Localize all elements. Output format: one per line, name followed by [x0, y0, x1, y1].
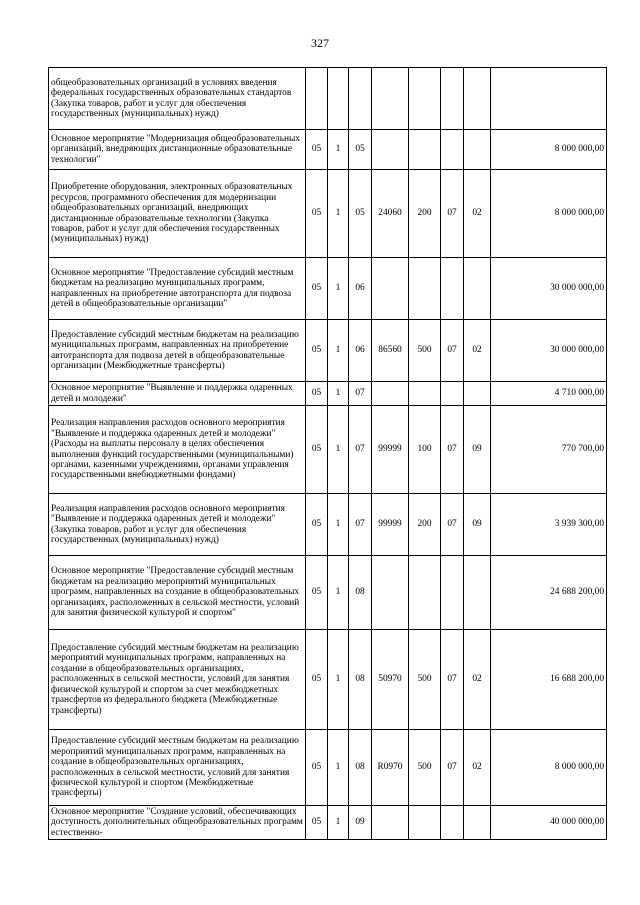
- row-name: Предоставление субсидий местным бюджетам на реализацию мероприятий муниципальных программ, направленных на создание в общеобразовательных организациях, расположенных в сельской местности, условий для занятия физической культурой и спортом за счет межбюджетных трансфертов из федерального бюджета (Межбюджетные трансферты): [49, 630, 306, 730]
- row-code-program: 05: [306, 806, 328, 840]
- row-code-direction: [372, 806, 409, 840]
- row-code-activity: 07: [349, 494, 372, 556]
- row-amount: 770 700,00: [491, 406, 607, 494]
- row-code-direction: R0970: [372, 730, 409, 806]
- row-name: Основное мероприятие "Предоставление субсидий местным бюджетам на реализацию мероприятий муниципальных программ, направленных на создание в общеобразовательных организациях, расположенных в сельской местности, условий для занятия физической культурой и спортом": [49, 556, 306, 630]
- row-code-activity: 05: [349, 170, 372, 258]
- row-name: Реализация направления расходов основного мероприятия "Выявление и поддержка одаренных детей и молодежи" (Расходы на выплаты персоналу в целях обеспечения выполнения функций государственными (муниципальными) органами, казенными учреждениями, органами управления государственными внебюджетными фондами): [49, 406, 306, 494]
- row-code-subprogram: 1: [328, 320, 349, 382]
- row-amount: 16 688 200,00: [491, 630, 607, 730]
- row-code-subprogram: [328, 68, 349, 130]
- table-row: [49, 630, 607, 730]
- row-code-activity: 06: [349, 258, 372, 320]
- row-name: общеобразовательных организаций в условиях введения федеральных государственных образовательных стандартов (Закупка товаров, работ и услуг для обеспечения государственных (муниципальных) нужд): [49, 68, 306, 130]
- row-amount: 24 688 200,00: [491, 556, 607, 630]
- row-code-program: 05: [306, 630, 328, 730]
- row-code-expense-type: 500: [409, 320, 441, 382]
- row-code-subsection: 02: [464, 170, 491, 258]
- row-code-section: 07: [441, 170, 464, 258]
- row-code-expense-type: 200: [409, 494, 441, 556]
- row-code-program: 05: [306, 730, 328, 806]
- row-code-expense-type: 200: [409, 170, 441, 258]
- row-code-section: [441, 68, 464, 130]
- row-code-expense-type: 100: [409, 406, 441, 494]
- row-code-activity: 09: [349, 806, 372, 840]
- row-code-subsection: [464, 556, 491, 630]
- row-code-subprogram: 1: [328, 806, 349, 840]
- table-row: [49, 556, 607, 630]
- row-code-subsection: [464, 130, 491, 170]
- row-code-program: 05: [306, 406, 328, 494]
- row-code-subsection: 02: [464, 320, 491, 382]
- row-code-activity: 08: [349, 730, 372, 806]
- row-name: Предоставление субсидий местным бюджетам на реализацию мероприятий муниципальных программ, направленных на создание в общеобразовательных организациях, расположенных в сельской местности, условий для занятия физической культурой и спортом (Межбюджетные трансферты): [49, 730, 306, 806]
- row-code-section: [441, 130, 464, 170]
- row-code-subprogram: 1: [328, 630, 349, 730]
- table-row: [49, 170, 607, 258]
- row-code-program: [306, 68, 328, 130]
- row-code-activity: [349, 68, 372, 130]
- row-name: Предоставление субсидий местным бюджетам на реализацию муниципальных программ, направленных на приобретение автотранспорта для подвоза детей в общеобразовательные организации (Межбюджетные трансферты): [49, 320, 306, 382]
- row-code-expense-type: [409, 382, 441, 406]
- row-code-subsection: 09: [464, 406, 491, 494]
- page-number: 327: [311, 36, 329, 50]
- row-code-direction: 99999: [372, 494, 409, 556]
- row-code-subsection: [464, 68, 491, 130]
- row-code-subprogram: 1: [328, 130, 349, 170]
- row-code-subprogram: 1: [328, 258, 349, 320]
- row-code-direction: 24060: [372, 170, 409, 258]
- row-code-direction: [372, 258, 409, 320]
- row-code-expense-type: 500: [409, 630, 441, 730]
- table-row: [49, 258, 607, 320]
- row-code-section: 07: [441, 730, 464, 806]
- row-code-activity: 08: [349, 556, 372, 630]
- row-amount: 4 710 000,00: [491, 382, 607, 406]
- row-code-direction: 50970: [372, 630, 409, 730]
- table-row: [49, 494, 607, 556]
- table-row: [49, 806, 607, 840]
- row-code-subprogram: 1: [328, 556, 349, 630]
- row-code-expense-type: [409, 68, 441, 130]
- row-code-expense-type: [409, 130, 441, 170]
- table-row: [49, 406, 607, 494]
- row-name: Основное мероприятие "Создание условий, обеспечивающих доступность дополнительных общеобразовательных программ естественно-: [49, 806, 306, 840]
- row-code-activity: 05: [349, 130, 372, 170]
- row-code-direction: [372, 382, 409, 406]
- row-code-subprogram: 1: [328, 406, 349, 494]
- row-code-program: 05: [306, 130, 328, 170]
- row-amount: [491, 68, 607, 130]
- row-code-subsection: [464, 382, 491, 406]
- row-code-expense-type: [409, 556, 441, 630]
- row-code-program: 05: [306, 556, 328, 630]
- row-code-section: 07: [441, 406, 464, 494]
- row-code-direction: [372, 130, 409, 170]
- row-amount: 3 939 300,00: [491, 494, 607, 556]
- row-code-section: 07: [441, 320, 464, 382]
- row-code-program: 05: [306, 494, 328, 556]
- row-code-expense-type: [409, 258, 441, 320]
- row-code-program: 05: [306, 320, 328, 382]
- row-code-activity: 07: [349, 406, 372, 494]
- row-amount: 30 000 000,00: [491, 258, 607, 320]
- row-code-program: 05: [306, 258, 328, 320]
- row-code-activity: 07: [349, 382, 372, 406]
- row-code-program: 05: [306, 170, 328, 258]
- row-code-program: 05: [306, 382, 328, 406]
- table-row: [49, 320, 607, 382]
- row-code-section: [441, 806, 464, 840]
- row-code-expense-type: 500: [409, 730, 441, 806]
- row-code-subsection: 09: [464, 494, 491, 556]
- row-name: Реализация направления расходов основного мероприятия "Выявление и поддержка одаренных детей и молодежи" (Закупка товаров, работ и услуг для обеспечения государственных (муниципальных) нужд): [49, 494, 306, 556]
- row-name: Основное мероприятие "Выявление и поддержка одаренных детей и молодежи": [49, 382, 306, 406]
- row-amount: 30 000 000,00: [491, 320, 607, 382]
- row-code-section: 07: [441, 630, 464, 730]
- row-code-activity: 06: [349, 320, 372, 382]
- row-code-direction: [372, 68, 409, 130]
- row-code-subsection: [464, 806, 491, 840]
- row-code-activity: 08: [349, 630, 372, 730]
- row-name: Приобретение оборудования, электронных образовательных ресурсов, программного обеспечения для модернизации общеобразовательных организаций, внедряющих дистанционные образовательные технологии (Закупка товаров, работ и услуг для обеспечения государственных (муниципальных) нужд): [49, 170, 306, 258]
- row-code-subsection: 02: [464, 730, 491, 806]
- row-code-subsection: [464, 258, 491, 320]
- row-amount: 8 000 000,00: [491, 170, 607, 258]
- row-amount: 40 000 000,00: [491, 806, 607, 840]
- row-amount: 8 000 000,00: [491, 130, 607, 170]
- row-code-subprogram: 1: [328, 494, 349, 556]
- row-code-section: 07: [441, 494, 464, 556]
- row-code-subprogram: 1: [328, 382, 349, 406]
- row-amount: 8 000 000,00: [491, 730, 607, 806]
- row-code-expense-type: [409, 806, 441, 840]
- row-code-direction: 86560: [372, 320, 409, 382]
- budget-table: [48, 67, 607, 840]
- table-row: [49, 382, 607, 406]
- row-name: Основное мероприятие "Модернизация общеобразовательных организаций, внедряющих дистанционные образовательные технологии": [49, 130, 306, 170]
- row-code-section: [441, 556, 464, 630]
- row-code-subsection: 02: [464, 630, 491, 730]
- row-code-direction: [372, 556, 409, 630]
- row-code-direction: 99999: [372, 406, 409, 494]
- table-row: [49, 68, 607, 130]
- row-code-subprogram: 1: [328, 170, 349, 258]
- row-name: Основное мероприятие "Предоставление субсидий местным бюджетам на реализацию муниципальных программ, направленных на приобретение автотранспорта для подвоза детей в общеобразовательные организации": [49, 258, 306, 320]
- table-row: [49, 730, 607, 806]
- table-row: [49, 130, 607, 170]
- row-code-section: [441, 382, 464, 406]
- row-code-section: [441, 258, 464, 320]
- row-code-subprogram: 1: [328, 730, 349, 806]
